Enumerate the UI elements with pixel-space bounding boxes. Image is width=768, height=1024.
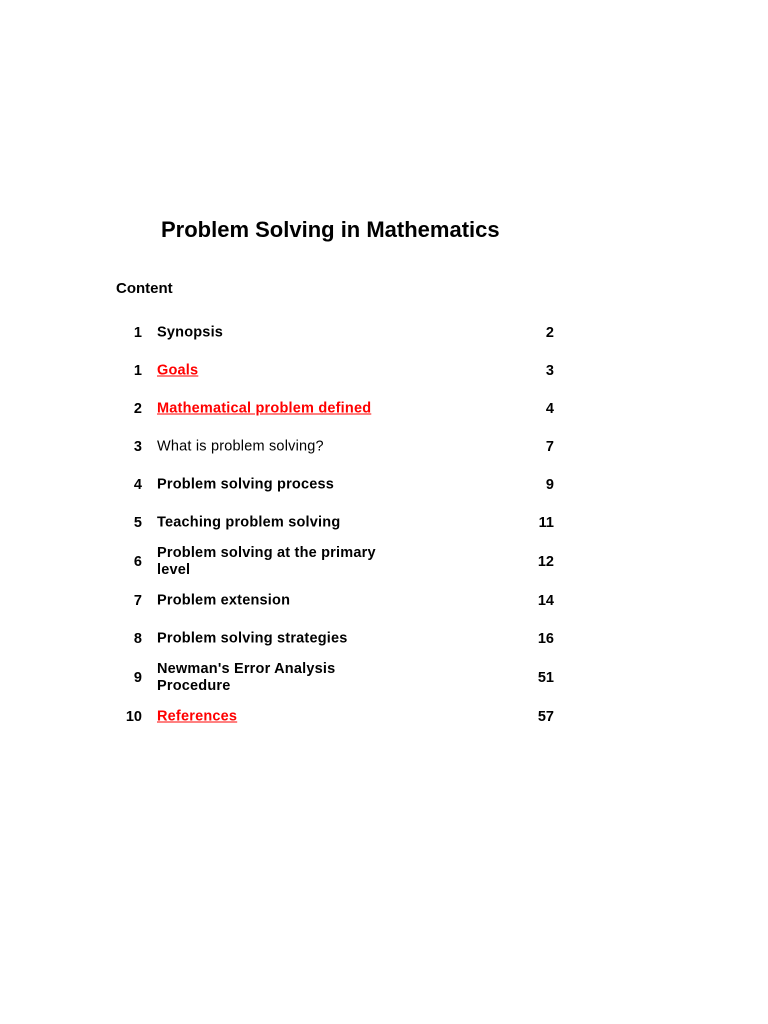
toc-label: What is problem solving? [157,438,324,455]
toc-page-number: 4 [545,401,554,417]
toc-number: 9 [133,670,142,686]
toc-page-number: 11 [538,515,554,531]
toc-page-number: 9 [545,477,554,493]
toc-number: 1 [133,325,142,341]
toc-label: Problem solving strategies [157,630,348,647]
toc-row-goals [116,352,560,390]
toc-row-what-is-problem-solving [116,428,560,466]
toc-link-goals[interactable]: Goals [157,362,199,379]
toc-number: 6 [133,554,142,570]
toc-label: Problem solving at the primary level [157,545,376,578]
toc-label: Teaching problem solving [157,514,341,531]
toc-number: 8 [133,631,142,647]
toc-label: Problem solving process [157,476,335,493]
content-heading: Content [116,280,173,297]
toc-row-newmans-error-analysis [116,658,560,698]
toc-row-mathematical-problem-defined [116,390,560,428]
toc-page-number: 3 [545,363,554,379]
toc-page-number: 57 [537,709,554,725]
toc-page-number: 7 [545,439,554,455]
toc-number: 4 [133,477,142,493]
table-of-contents [116,314,560,736]
toc-number: 7 [133,593,142,609]
toc-label: Newman's Error Analysis Procedure [157,661,336,694]
toc-page-number: 14 [537,593,554,609]
toc-page-number: 2 [545,325,554,341]
toc-number: 5 [133,515,142,531]
toc-page-number: 51 [537,670,554,686]
toc-row-primary-level [116,542,560,582]
toc-page-number: 16 [537,631,554,647]
toc-number: 2 [133,401,142,417]
toc-row-problem-extension [116,582,560,620]
toc-row-problem-solving-strategies [116,620,560,658]
toc-number: 10 [125,709,142,725]
toc-label: Synopsis [157,324,224,341]
toc-number: 3 [133,439,142,455]
toc-link-mathematical-problem-defined[interactable]: Mathematical problem defined [157,400,372,417]
toc-page-number: 12 [537,554,554,570]
toc-row-problem-solving-process [116,466,560,504]
toc-row-synopsis [116,314,560,352]
toc-label: Problem extension [157,592,291,609]
toc-number: 1 [133,363,142,379]
toc-link-references[interactable]: References [157,708,238,725]
toc-row-teaching-problem-solving [116,504,560,542]
document-title: Problem Solving in Mathematics [161,217,500,242]
toc-row-references [116,698,560,736]
